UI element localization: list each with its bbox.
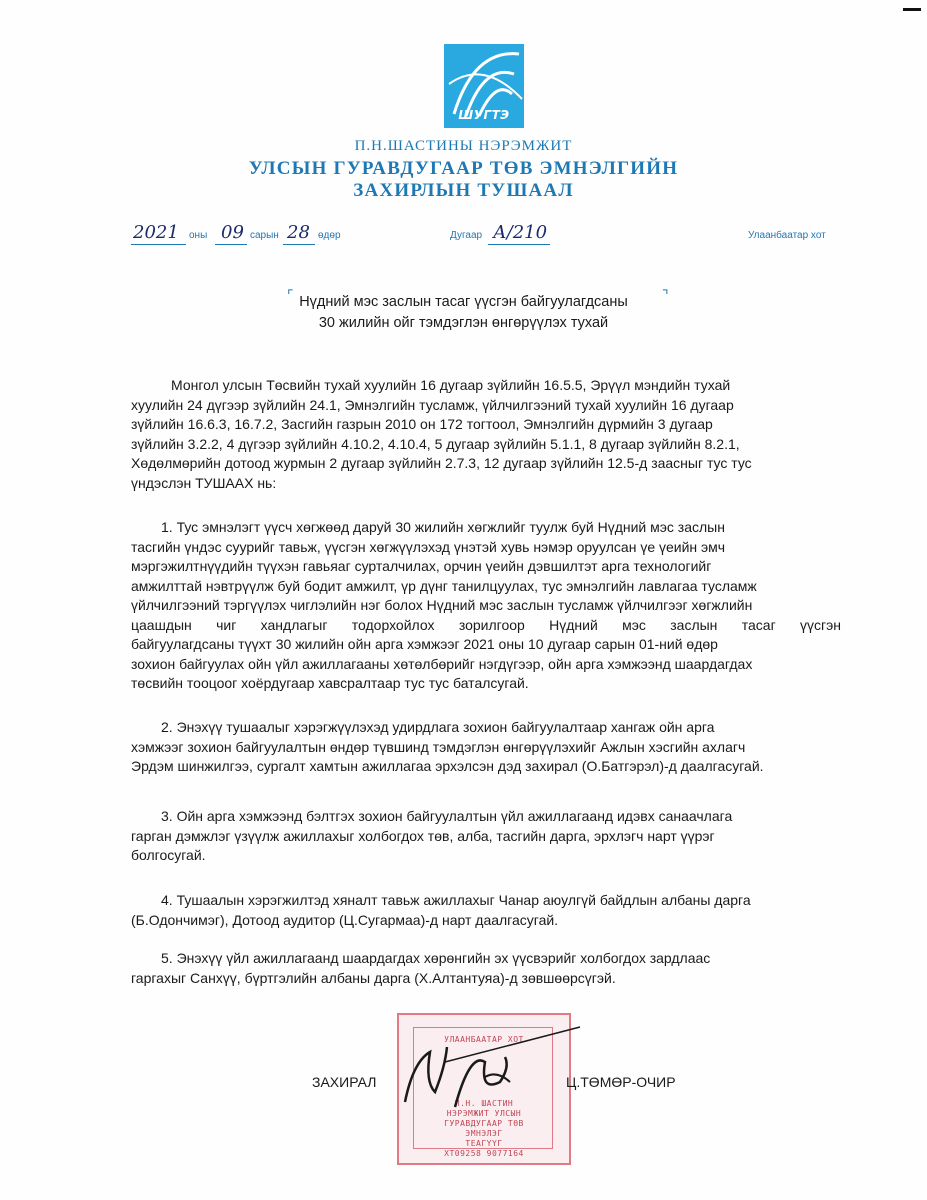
logo-text: ШУГТЭ: [458, 108, 510, 122]
item3-line: 3. Ойн арга хэмжээнд бэлтгэх зохион байгуулалтын үйл ажиллагаанд идэвх санаачлага: [161, 808, 733, 824]
item1-line: төсвийн тооцоог хоёрдугаар хавсралтаар тус тус баталсугай.: [131, 675, 529, 691]
intro-line: хуулийн 24 дүгээр зүйлийн 24.1, Эмнэлгийн тусламж, үйлчилгээний тухай хуулийн 16 дугаар: [131, 396, 734, 413]
place: Улаанбаатар хот: [748, 230, 826, 241]
item3-line: гарган дэмжлэг үзүүлж ажиллахыг холбогдох төв, алба, тасгийн дарга, эрхлэгч нарт үүрэг: [131, 827, 715, 844]
order-number-label: Дугаар: [450, 230, 483, 241]
item2-line: Эрдэм шинжилгээ, сургалт хамтын ажиллагаа эрхэлсэн дэд захирал (О.Батгэрэл)-д даалгасугай.: [131, 758, 764, 774]
item1-line: тасгийн үндэс суурийг тавьж, үүсгэн хөгжүүлэхэд үнэтэй хувь нэмэр оруулсан үе үеийн эмч: [131, 538, 726, 555]
item2-line: хэмжээг зохион байгуулалтын өндөр түвшинд тэмдэглэн өнгөрүүлэхийг Ажлын хэсгийн ахлагч: [131, 738, 746, 755]
date-month: 09: [221, 222, 244, 243]
item1-line: мэргэжилтнүүдийн түүхэн гавьяаг сурталчилах, орчин үеийн дэвшилтэт арга технологийг: [131, 558, 712, 574]
intro-paragraph: [131, 376, 841, 493]
order-item-3: [131, 807, 841, 866]
org-name-line1: П.Н.ШАСТИНЫ НЭРЭМЖИТ: [354, 138, 573, 154]
item4-line: (Б.Одончимэг), Дотоод аудитор (Ц.Сугармаа)-д нарт даалгасугай.: [131, 911, 559, 928]
subject-bracket-open: ⌜: [287, 287, 294, 303]
item1-line: амжилттай нэвтрүүлж буй бодит амжилт, үр дүнг танилцуулах, тус эмнэлгийн лавлагаа тусламж: [131, 577, 757, 594]
item1-line: байгуулагдсаны түүхт 30 жилийн ойн арга хэмжээг 2021 оны 10 дугаар сарын 01-ний өдөр: [131, 636, 718, 652]
date-day: 28: [287, 222, 310, 243]
order-subject: [0, 292, 927, 334]
intro-line: Хөдөлмөрийн дотоод журмын 2 дугаар зүйлийн 2.7.3, 12 дугаар зүйлийн 12.5-д заасныг тус тус: [131, 455, 752, 471]
subject-line1: Нүдний мэс заслын тасаг үүсгэн байгуулагдсаны: [299, 294, 628, 310]
signatory-name: Ц.ТӨМӨР-ОЧИР: [566, 1074, 676, 1090]
subject-line2: 30 жилийн ойг тэмдэглэн өнгөрүүлэх тухай: [318, 315, 609, 331]
stamp-line: ТЕАГҮҮГ: [465, 1139, 503, 1148]
org-name-line2: УЛСЫН ГУРАВДУГААР ТӨВ ЭМНЭЛГИЙН: [248, 158, 679, 179]
date-year-suffix: оны: [189, 230, 208, 241]
document-type-title: ЗАХИРЛЫН ТУШААЛ: [353, 180, 574, 201]
item1-line: цаашдын чиг хандлагыг тодорхойлох зорилгоор Нүдний мэс заслын тасаг үүсгэн: [131, 616, 841, 633]
item5-line: 5. Энэхүү үйл ажиллагаанд шаардагдах хөрөнгийн эх үүсвэрийг холбогдох зардлаас: [161, 950, 711, 966]
date-day-suffix: өдөр: [318, 230, 341, 241]
stamp-line: ЭМНЭЛЭГ: [465, 1129, 503, 1138]
order-number: А/210: [493, 222, 548, 243]
order-item-2: [131, 718, 841, 777]
stamp-bottom-text: ХТ09258 9077164: [444, 1149, 524, 1158]
item1-line: 1. Тус эмнэлэгт үүсч хөгжөөд даруй 30 жилийн хөгжлийг туулж буй Нүдний мэс заслын: [161, 519, 725, 535]
order-item-5: [131, 949, 841, 988]
stamp-line: П.Н. ШАСТИН: [454, 1099, 514, 1108]
item1-line: зохион байгуулах ойн үйл ажиллагааны хөтөлбөрийг нэгдүгээр, ойн арга хэмжээнд шаардагдах: [131, 655, 753, 672]
stamp-top-text: УЛААНБААТАР ХОТ: [444, 1035, 524, 1044]
order-item-4: [131, 891, 841, 930]
intro-line: зүйлийн 16.6.3, 16.7.2, Засгийн газрын 2010 он 172 тогтоол, Эмнэлгийн дүрмийн 3 дугаар: [131, 416, 713, 432]
corner-mark: [903, 8, 921, 11]
handwritten-signature: [385, 1022, 585, 1112]
item1-line: үйлчилгээний тэргүүлэх чиглэлийн нэг болох Нүдний мэс заслын тусламж үйлчилгээг хөгжлийн: [131, 597, 753, 613]
item3-line: болгосугай.: [131, 847, 206, 863]
signatory-title: ЗАХИРАЛ: [312, 1074, 377, 1090]
order-item-1: [131, 518, 841, 694]
item5-line: гаргахыг Санхүү, бүртгэлийн албаны дарга (Х.Алтантуяа)-д зөвшөөрсүгэй.: [131, 969, 616, 986]
date-year: 2021: [133, 222, 179, 243]
date-month-suffix: сарын: [250, 230, 279, 241]
hospital-logo: [444, 44, 524, 128]
intro-line: үндэслэн ТУШААХ нь:: [131, 474, 277, 491]
intro-line: Монгол улсын Төсвийн тухай хуулийн 16 дугаар зүйлийн 16.5.5, Эрүүл мэндийн тухай: [171, 377, 731, 393]
subject-bracket-close: ⌝: [662, 287, 669, 303]
item4-line: 4. Тушаалын хэрэгжилтэд хяналт тавьж ажиллахыг Чанар аюулгүй байдлын албаны дарга: [161, 892, 751, 908]
item2-line: 2. Энэхүү тушаалыг хэрэгжүүлэхэд удирдлага зохион байгуулалтаар хангаж ойн арга: [161, 719, 715, 735]
stamp-line: НЭРЭМЖИТ УЛСЫН: [446, 1109, 522, 1118]
intro-line: зүйлийн 3.2.2, 4 дүгээр зүйлийн 4.10.2, 4.10.4, 5 дугаар зүйлийн 5.1.1, 8 дугаар зүйлийн 8.2.1,: [131, 435, 740, 452]
stamp-line: ГУРАВДУГААР ТӨВ: [444, 1119, 524, 1128]
